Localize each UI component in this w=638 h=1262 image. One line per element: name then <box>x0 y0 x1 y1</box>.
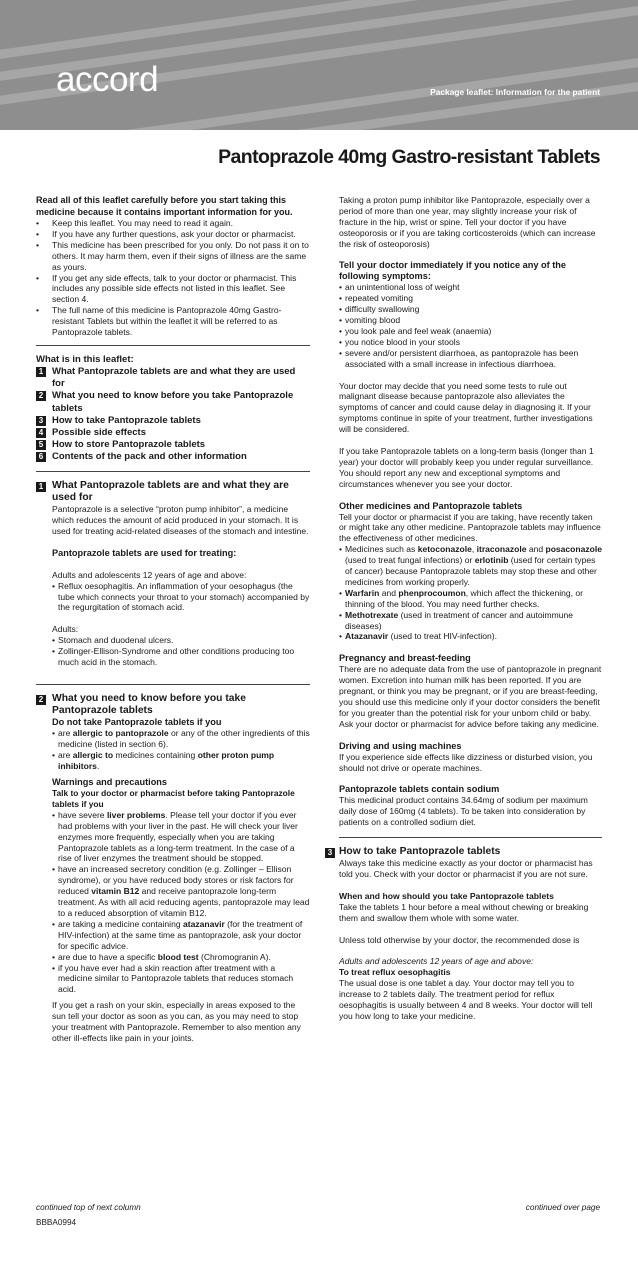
warning-item: • if you have ever had a skin reaction after treatment with a medicine similar to Pantoprazole tablets that reduces stomach acid. <box>52 963 310 996</box>
do-not-take-heading: Do not take Pantoprazole tablets if you <box>52 717 222 728</box>
other-medicines-heading: Other medicines and Pantoprazole tablets <box>339 500 523 511</box>
toc-item-3[interactable] <box>36 415 310 427</box>
divider <box>36 345 310 346</box>
indication-item: • Zollinger-Ellison-Syndrome and other conditions producing too much acid in the stomach. <box>52 646 310 668</box>
pregnancy-body: There are no adequate data from the use of pantoprazole in pregnant women. Excretion into human milk has been reported. If you are pregnant, or think you may be pregnant, or if you are breast-feeding, you should use this medicine only if your doctor considers the benefit for you greater than the potential risk for your unborn child or baby. <box>339 664 602 718</box>
table-of-contents <box>36 354 310 464</box>
section-3 <box>327 846 602 1022</box>
adults-adolescents-label: Adults and adolescents 12 years of age and above: <box>52 569 247 580</box>
toc-item-4[interactable] <box>36 427 310 439</box>
brand-logo: accord <box>56 60 159 99</box>
interaction-item: • Atazanavir (used to treat HIV-infection). <box>339 631 602 642</box>
adults-label: Adults: <box>52 624 79 635</box>
interaction-item: • Medicines such as ketoconazole, itraconazole and posaconazole (used to treat fungal infections) or erlotinib (used for certain types of cancer) because Pantoprazole tablets may stop these and other medicines from working properly. <box>339 544 602 588</box>
tests-paragraph: Your doctor may decide that you need some tests to rule out malignant disease because pantoprazole also alleviates the symptoms of cancer and could cause delay in diagnosing it. If your symptoms continue in spite of your treatment, further investigations will be considered. <box>339 380 593 435</box>
when-how-body: Take the tablets 1 hour before a meal without chewing or breaking them and swallow them whole with some water. <box>339 901 589 923</box>
toc-item-2[interactable] <box>36 390 310 414</box>
other-medicines-body: Tell your doctor or pharmacist if you are taking, have recently taken or might take any other medicine. Pantoprazole tablets may influence the effectiveness of other medicines. <box>339 511 601 544</box>
toc-item-label: How to store Pantoprazole tablets <box>52 439 206 451</box>
contraindication-item: • are allergic to medicines containing other proton pump inhibitors. <box>52 750 310 772</box>
long-term-paragraph: If you take Pantoprazole tablets on a long-term basis (longer than 1 year) your doctor will probably keep you under regular surveillance. You should report any new and exceptional symptoms and circumstances whenever you see your doctor. <box>339 445 594 489</box>
rash-paragraph: If you get a rash on your skin, especially in areas exposed to the sun tell your doctor as soon as you can, as you may need to stop your treatment with Pantoprazole. Remember to also mention any other ill-effects like pain in your joints. <box>52 1000 301 1043</box>
section-number-badge: 2 <box>36 695 46 705</box>
symptom-item: • difficulty swallowing <box>339 304 602 315</box>
header-banner <box>0 0 638 130</box>
section-heading: What Pantoprazole tablets are and what they are used for <box>52 479 289 503</box>
pregnancy-heading: Pregnancy and breast-feeding <box>339 653 471 664</box>
toc-item-label: How to take Pantoprazole tablets <box>52 414 201 426</box>
section-number-badge: 5 <box>36 440 46 450</box>
left-column <box>36 195 310 1044</box>
section-2 <box>36 693 310 1044</box>
sodium-body: This medicinal product contains 34.64mg of sodium per maximum daily dose of 160mg (4 tablets). To be taken into consideration by patients on a controlled sodium diet. <box>339 795 588 828</box>
intro-heading: Read all of this leaflet carefully before you start taking this medicine because it contains important information for you. <box>36 195 293 217</box>
page-title: Pantoprazole 40mg Gastro-resistant Tablets <box>218 146 600 168</box>
section-heading: What you need to know before you take Pantoprazole tablets <box>52 692 246 717</box>
package-leaflet-label: Package leaflet: Information for the patient <box>430 87 600 97</box>
section-number-badge: 3 <box>36 416 46 426</box>
interaction-item: • Warfarin and phenprocoumon, which affect the thickening, or thinning of the blood. You may need further checks. <box>339 588 602 610</box>
recommended-dose: Unless told otherwise by your doctor, the recommended dose is <box>339 934 580 945</box>
section-3-intro: Always take this medicine exactly as your doctor or pharmacist has told you. Check with your doctor or pharmacist if you are not sure. <box>339 858 593 880</box>
used-for-heading: Pantoprazole tablets are used for treating: <box>52 547 237 558</box>
sodium-heading: Pantoprazole tablets contain sodium <box>339 784 500 795</box>
ppi-fracture-paragraph: Taking a proton pump inhibitor like Pantoprazole, especially over a period of more than one year, may slightly increase your risk of fracture in the hip, wrist or spine. Tell your doctor if you have osteoporosis or if you are taking corticosteroids (which can increase the risk of osteoporosis) <box>339 195 596 249</box>
reflux-heading: To treat reflux oesophagitis <box>339 967 451 978</box>
intro-bullet: • The full name of this medicine is Pantoprazole 40mg Gastro-resistant Tablets but within the leaflet it will be referred to as Pantoprazole tablets. <box>36 305 310 338</box>
contraindication-item: • are allergic to pantoprazole or any of the other ingredients of this medicine (listed in section 6). <box>52 728 310 750</box>
divider <box>339 837 602 838</box>
symptoms-heading: Tell your doctor immediately if you notice any of the following symptoms: <box>339 260 566 282</box>
driving-body: If you experience side effects like dizziness or disturbed vision, you should not drive or operate machines. <box>339 751 593 773</box>
reflux-body: The usual dose is one tablet a day. Your doctor may tell you to increase to 2 tablets daily. The treatment period for reflux oesophagitis is usually between 4 and 8 weeks. Your doctor will tell you how long to take your medicine. <box>339 978 593 1021</box>
intro-bullet: • If you have any further questions, ask your doctor or pharmacist. <box>36 229 310 240</box>
symptom-item: • you look pale and feel weak (anaemia) <box>339 326 602 337</box>
section-number-badge: 1 <box>36 482 46 492</box>
warning-item: • are due to have a specific blood test (Chromogranin A). <box>52 952 310 963</box>
section-1-body: Pantoprazole is a selective “proton pump inhibitor”, a medicine which reduces the amount of acid produced in your stomach. It is used for treating acid-related diseases of the stomach and intestine. <box>52 504 309 536</box>
toc-item-label: What you need to know before you take Pantoprazole tablets <box>52 390 294 414</box>
divider <box>36 684 310 685</box>
toc-item-label: Possible side effects <box>52 426 146 438</box>
driving-heading: Driving and using machines <box>339 740 462 751</box>
toc-item-6[interactable] <box>36 451 310 463</box>
symptom-item: • repeated vomiting <box>339 293 602 304</box>
right-column <box>327 195 603 1022</box>
toc-item-5[interactable] <box>36 439 310 451</box>
document-code: BBBA0994 <box>36 1218 77 1227</box>
section-1 <box>36 480 310 668</box>
section-number-badge: 6 <box>36 452 46 462</box>
warning-item: • have severe liver problems. Please tell your doctor if you ever had problems with your liver in the past. He will check your liver enzymes more frequently, especially when you are taking Pantoprazole tablets as a long-term treatment. In the case of a rise of liver enzymes the treatment should be stopped. <box>52 810 310 865</box>
intro-bullet: • If you get any side effects, talk to your doctor or pharmacist. This includes any possible side effects not listed in this leaflet. See section 4. <box>36 273 310 306</box>
dose-population-label: Adults and adolescents 12 years of age and above: <box>339 956 534 967</box>
toc-item-label: Contents of the pack and other information <box>52 451 247 463</box>
section-number-badge: 3 <box>325 848 335 858</box>
symptom-item: • an unintentional loss of weight <box>339 282 602 293</box>
pregnancy-advice: Ask your doctor or pharmacist for advice before taking any medicine. <box>339 718 599 729</box>
warning-item: • are taking a medicine containing atazanavir (for the treatment of HIV-infection) at the same time as pantoprazole, ask your doctor for specific advice. <box>52 919 310 952</box>
divider <box>36 471 310 472</box>
intro-list <box>36 218 310 338</box>
toc-item-label: What Pantoprazole tablets are and what they are used for <box>52 365 296 390</box>
warnings-heading: Warnings and precautions <box>52 777 168 788</box>
when-how-heading: When and how should you take Pantoprazole tablets <box>339 891 554 902</box>
toc-heading: What is in this leaflet: <box>36 353 134 365</box>
section-heading: How to take Pantoprazole tablets <box>339 846 501 858</box>
intro-bullet: • This medicine has been prescribed for you only. Do not pass it on to others. It may harm them, even if their signs of illness are the same as yours. <box>36 240 310 273</box>
footer-continued-next-column: continued top of next column <box>36 1203 141 1212</box>
symptom-item: • you notice blood in your stools <box>339 337 602 348</box>
toc-item-1[interactable] <box>36 366 310 390</box>
section-number-badge: 1 <box>36 367 46 377</box>
section-number-badge: 4 <box>36 428 46 438</box>
intro-bullet: • Keep this leaflet. You may need to read it again. <box>36 218 310 229</box>
footer-continued-over-page: continued over page <box>525 1203 600 1212</box>
warnings-subheading: Talk to your doctor or pharmacist before taking Pantoprazole tablets if you <box>52 788 295 809</box>
interaction-item: • Methotrexate (used in treatment of cancer and autoimmune diseases) <box>339 610 602 632</box>
symptom-item: • severe and/or persistent diarrhoea, as pantoprazole has been associated with a small increase in infectious diarrhoea. <box>339 348 602 370</box>
symptom-item: • vomiting blood <box>339 315 602 326</box>
section-number-badge: 2 <box>36 391 46 401</box>
indication-item: • Reflux oesophagitis. An inflammation of your oesophagus (the tube which connects your throat to your stomach) accompanied by the regurgitation of stomach acid. <box>52 581 310 614</box>
warning-item: • have an increased secretory condition (e.g. Zollinger – Ellison syndrome), or you have reduced body stores or risk factors for reduced vitamin B12 and receive pantoprazole long-term treatment. As with all acid reducing agents, pantoprazole may lead to a reduced absorption of vitamin B12. <box>52 864 310 919</box>
indication-item: • Stomach and duodenal ulcers. <box>52 635 310 646</box>
